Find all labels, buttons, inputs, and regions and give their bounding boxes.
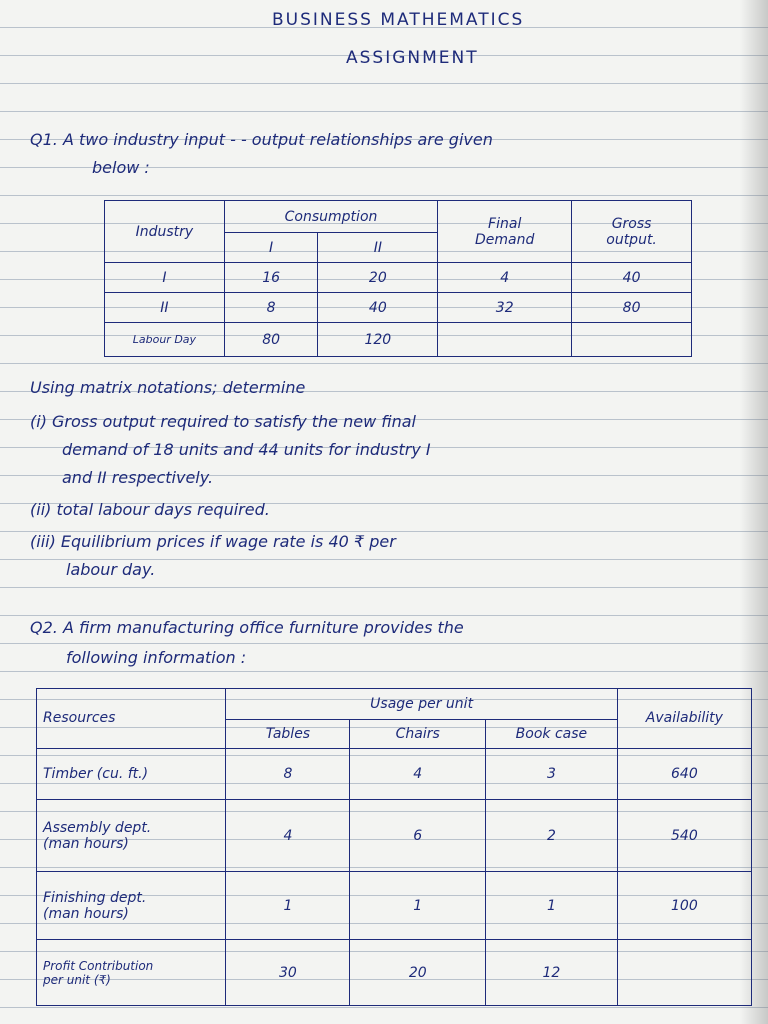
q1-input-output-table [104, 200, 692, 357]
cell-value: 4 [438, 263, 572, 293]
table-row [37, 748, 752, 799]
cell-value: 8 [224, 293, 318, 323]
cell-value: 100 [617, 872, 751, 940]
q2-col-chairs: Chairs [350, 719, 486, 748]
cell-value [617, 940, 751, 1006]
q2-usage-header: Usage per unit [226, 689, 617, 720]
cell-value: 32 [438, 293, 572, 323]
row-label: Finishing dept. (man hours) [37, 872, 226, 940]
table-row [105, 263, 692, 293]
cell-value: 2 [486, 800, 618, 872]
cell-value: 4 [226, 800, 350, 872]
q2-col-bookcase: Book case [486, 719, 618, 748]
cell-value: 20 [350, 940, 486, 1006]
cell-value [438, 323, 572, 357]
q1-instruction: Using matrix notations; determine [30, 378, 306, 397]
q1-consumption-header: Consumption [224, 201, 437, 233]
row-label: Profit Contribution per unit (₹) [37, 940, 226, 1006]
cell-value: 16 [224, 263, 318, 293]
cell-value: 120 [318, 323, 438, 357]
q2-resources-table [36, 688, 752, 1006]
q1-text-line2: below : [92, 158, 150, 177]
cell-value: 40 [572, 263, 692, 293]
q2-col-tables: Tables [226, 719, 350, 748]
cell-value: 40 [318, 293, 438, 323]
q1-industry-header: Industry [105, 201, 225, 263]
assignment-subtitle: ASSIGNMENT [346, 48, 479, 68]
row-label: II [105, 293, 225, 323]
cell-value: 1 [350, 872, 486, 940]
cell-value: 20 [318, 263, 438, 293]
row-label: Timber (cu. ft.) [37, 748, 226, 799]
cell-value: 8 [226, 748, 350, 799]
q2-text-line1: Q2. A firm manufacturing office furniture provides the [30, 618, 464, 637]
q2-text-line2: following information : [66, 648, 247, 667]
q1-part-i-line2: demand of 18 units and 44 units for industry I [62, 440, 431, 459]
q2-resources-header: Resources [37, 689, 226, 749]
q1-part-iii-line1: (iii) Equilibrium prices if wage rate is 40 ₹ per [30, 532, 396, 551]
row-label: Labour Day [105, 323, 225, 357]
cell-value: 640 [617, 748, 751, 799]
table-row [37, 940, 752, 1006]
cell-value [572, 323, 692, 357]
q1-gross-output-header: Gross output. [572, 201, 692, 263]
cell-value: 12 [486, 940, 618, 1006]
cell-value: 540 [617, 800, 751, 872]
q1-col-I: I [224, 233, 318, 263]
row-label: Assembly dept. (man hours) [37, 800, 226, 872]
cell-value: 4 [350, 748, 486, 799]
q1-text-line1: Q1. A two industry input - - output relationships are given [30, 130, 493, 149]
cell-value: 6 [350, 800, 486, 872]
q1-col-II: II [318, 233, 438, 263]
cell-value: 80 [224, 323, 318, 357]
cell-value: 1 [226, 872, 350, 940]
q1-part-iii-line2: labour day. [66, 560, 156, 579]
assignment-title: BUSINESS MATHEMATICS [272, 10, 525, 30]
cell-value: 30 [226, 940, 350, 1006]
row-label: I [105, 263, 225, 293]
cell-value: 3 [486, 748, 618, 799]
table-row [105, 323, 692, 357]
q1-final-demand-header: Final Demand [438, 201, 572, 263]
q1-part-ii: (ii) total labour days required. [30, 500, 270, 519]
cell-value: 80 [572, 293, 692, 323]
q2-availability-header: Availability [617, 689, 751, 749]
cell-value: 1 [486, 872, 618, 940]
q1-part-i-line3: and II respectively. [62, 468, 214, 487]
q1-part-i-line1: (i) Gross output required to satisfy the new final [30, 412, 416, 431]
table-row [37, 800, 752, 872]
table-row [37, 872, 752, 940]
table-row [105, 293, 692, 323]
